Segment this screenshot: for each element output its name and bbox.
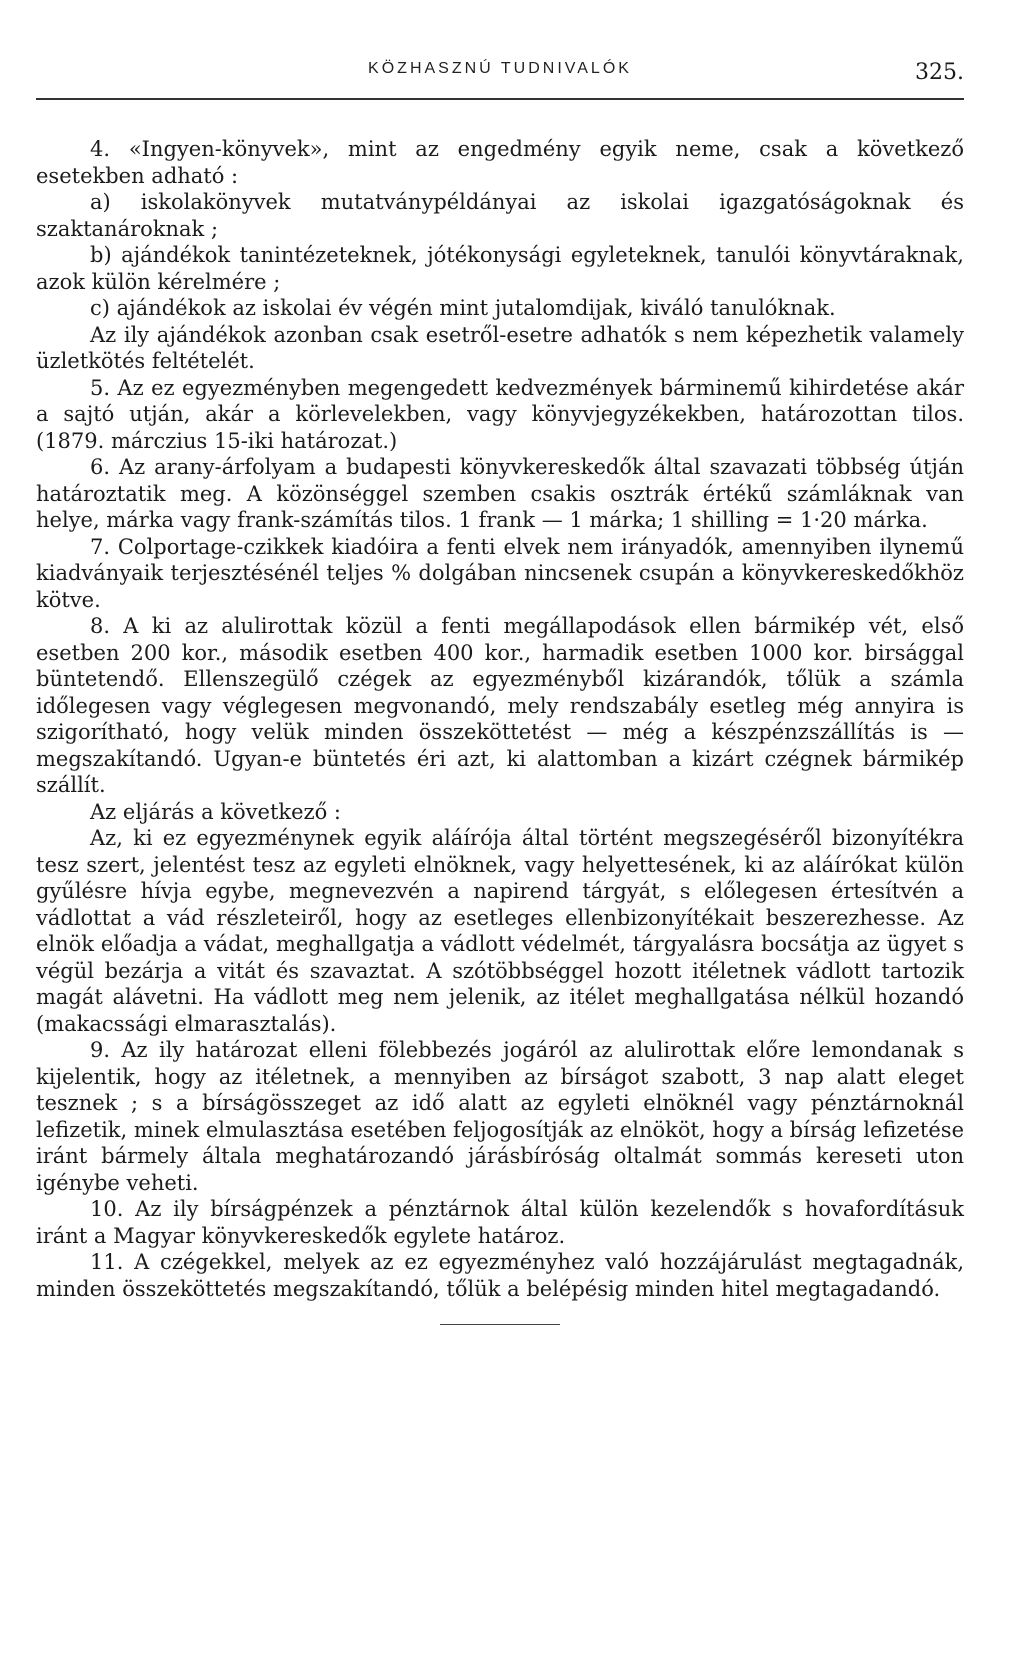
- page-number: 325.: [915, 60, 964, 85]
- paragraph: 4. «Ingyen-könyvek», mint az engedmény egyik neme, csak a következő esetekben adható :: [36, 137, 964, 188]
- paragraph: 10. Az ily bírságpénzek a pénztárnok által külön kezelendők s hovafordításuk iránt a Magyar könyvkereskedők egylete határoz.: [36, 1197, 964, 1248]
- paragraph: 6. Az arany-árfolyam a budapesti könyvkereskedők által szavazati többség útján határoztatik meg. A közönséggel szemben csakis osztrák értékű számláknak van helye, márka vagy frank-számítás tilos. 1 frank — 1 márka; 1 shilling = 1·20 márka.: [36, 455, 964, 532]
- running-head: KÖZHASZNÚ TUDNIVALÓK: [368, 60, 632, 77]
- paragraph: 8. A ki az alulirottak közül a fenti megállapodások ellen bármikép vét, első esetben 200 kor., második esetben 400 kor., harmadik esetben 1000 kor. birsággal büntetendő. Ellenszegülő czégek az egyezményből kizárandók, tőlük a számla időlegesen vagy véglegesen megvonandó, mely rendszabály esetleg még annyira is szigorítható, hogy velük minden összeköttetést — még a készpénzszállítás is — megszakítandó. Ugyan-e büntetés éri azt, ki alattomban a kizárt czégnek bármikép szállít.: [36, 614, 964, 797]
- paragraph: Az eljárás a következő :: [90, 799, 341, 824]
- end-rule: [440, 1324, 560, 1325]
- page-body: [36, 136, 964, 1325]
- paragraph: 9. Az ily határozat elleni fölebbezés jogáról az alulirottak előre lemondanak s kijelentik, hogy az itéletnek, a mennyiben az bírságot szabott, 3 nap alatt eleget tesznek ; s a bírságösszeget az idő alatt az egyleti elnöknél vagy pénztárnoknál lefizetik, minek elmulasztása esetében feljogosítják az elnököt, hogy a bírság lefizetése iránt bármely általa meghatározandó járásbíróság oltalmát sommás kereseti uton igénybe veheti.: [36, 1038, 964, 1195]
- paragraph: Az, ki ez egyezménynek egyik aláírója által történt megszegéséről bizonyítékra tesz szert, jelentést tesz az egyleti elnöknek, vagy helyettesének, ki az aláírókat külön gyűlésre hívja egybe, megnevezvén a napirend tárgyát, s előlegesen értesítvén a vádlottat a vád részleteiről, hogy az esetleges ellenbizonyítékait beszerezhesse. Az elnök előadja a vádat, meghallgatja a vádlott védelmét, tárgyalásra bocsátja az ügyet s végül bezárja a vitát és szavaztat. A szótöbbséggel hozott itéletnek vádlott tartozik magát alávetni. Ha vádlott meg nem jelenik, az itélet meghallgatása nélkül hozandó (makacssági elmarasztalás).: [36, 826, 964, 1036]
- paragraph: 11. A czégekkel, melyek az ez egyezményhez való hozzájárulást megtagadnák, minden összeköttetés megszakítandó, tőlük a belépésig minden hitel megtagadandó.: [36, 1250, 964, 1301]
- header-rule: [36, 98, 964, 100]
- paragraph: 5. Az ez egyezményben megengedett kedvezmények bárminemű kihirdetése akár a sajtó utján, akár a körlevelekben, vagy könyvjegyzékekben, határozottan tilos. (1879. márczius 15-iki határozat.): [36, 375, 964, 453]
- paragraph: 7. Colportage-czikkek kiadóira a fenti elvek nem irányadók, amennyiben ilynemű kiadványaik terjesztésénél teljes % dolgában nincsenek csupán a könyvkereskedőkhöz kötve.: [36, 534, 964, 612]
- paragraph: a) iskolakönyvek mutatványpéldányai az iskolai igazgatóságoknak és szaktanároknak ;: [36, 190, 964, 241]
- page-header: [36, 60, 964, 100]
- paragraph: c) ajándékok az iskolai év végén mint jutalomdijak, kiváló tanulóknak.: [90, 296, 836, 320]
- paragraph: b) ajándékok tanintézeteknek, jótékonysági egyleteknek, tanulói könyvtáraknak, azok külön kérelmére ;: [36, 243, 964, 294]
- paragraph: Az ily ajándékok azonban csak esetről-esetre adhatók s nem képezhetik valamely üzletkötés feltételét.: [36, 322, 964, 373]
